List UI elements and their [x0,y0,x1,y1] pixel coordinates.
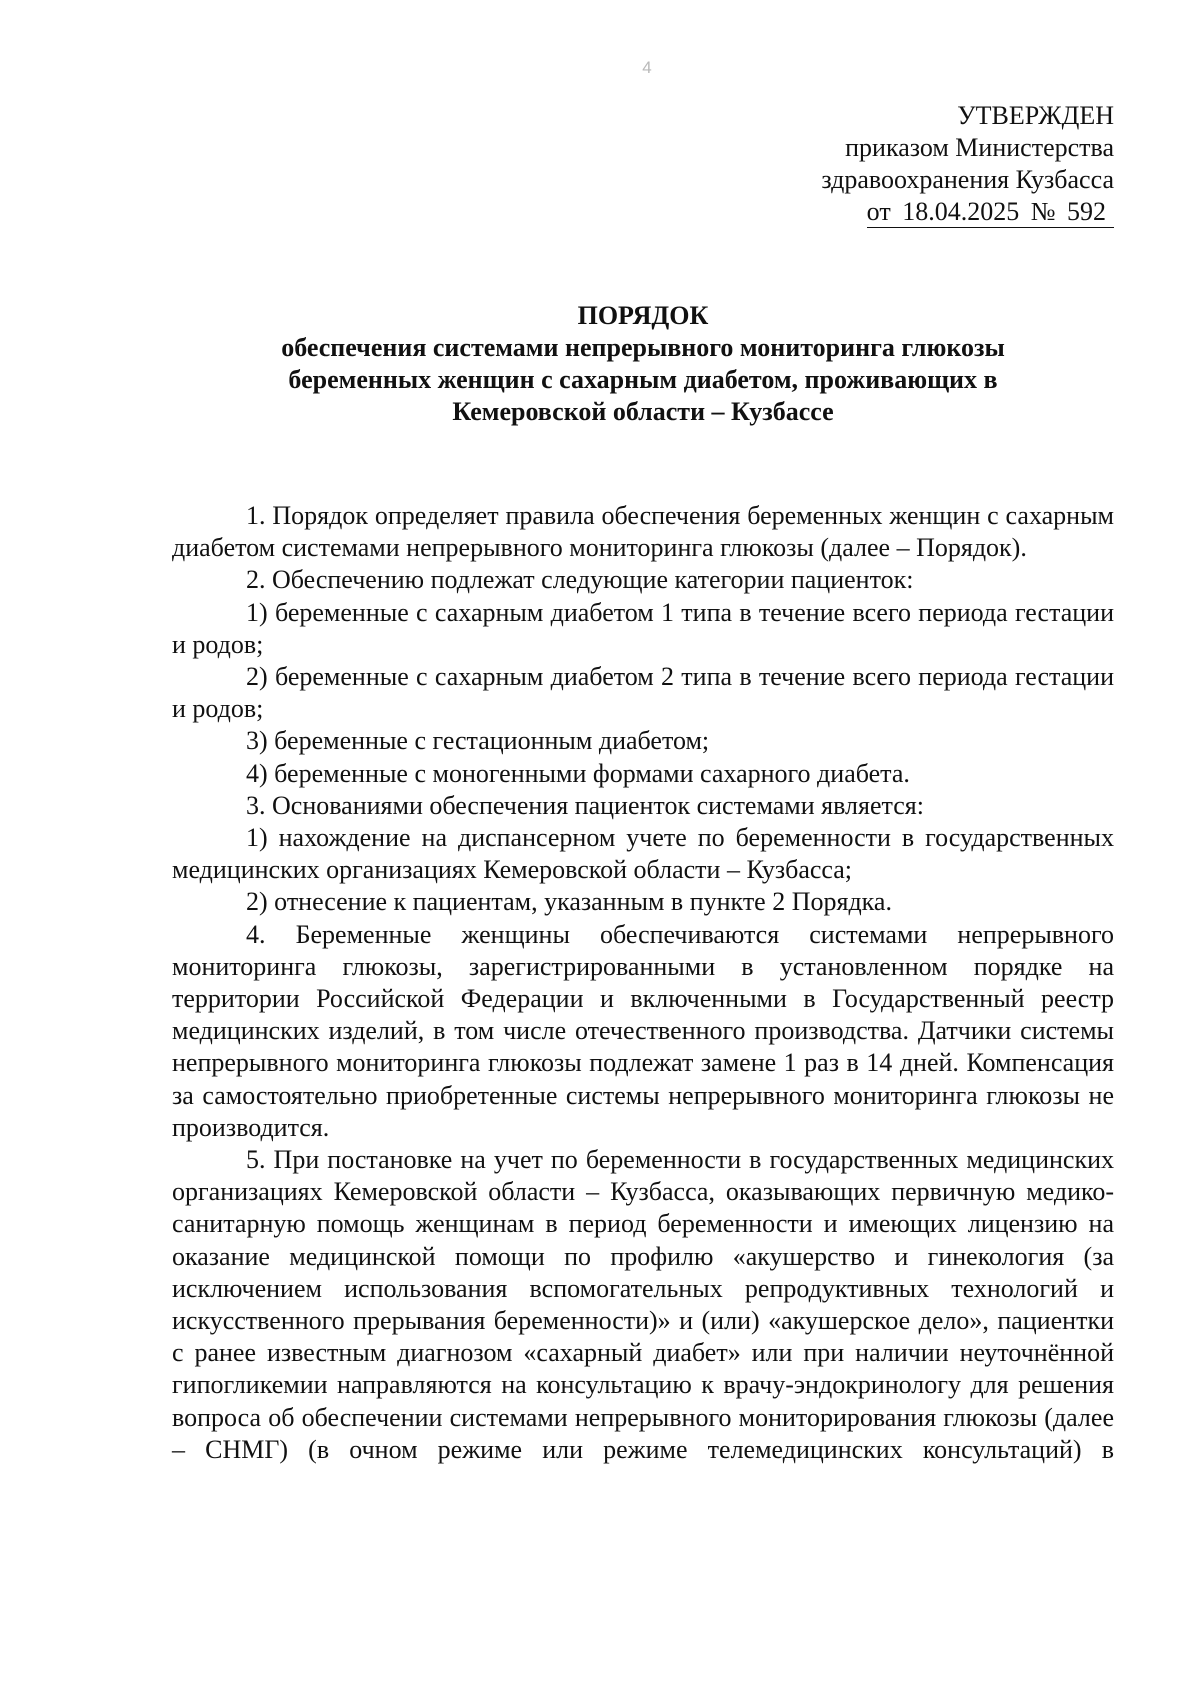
paragraph-4: 4. Беременные женщины обеспечиваются системами непрерывного мониторинга глюкозы, зарегистрированными в установленном порядке на территории Российской Федерации и включенными в Государственный реестр медицинских изделий, в том числе отечественного производства. Датчики системы непрерывного мониторинга глюкозы подлежат замене 1 раз в 14 дней. Компенсация за самостоятельно приобретенные системы непрерывного мониторинга глюкозы не производится. [172,919,1114,1142]
order-reference: от 18.04.2025 № 592 [867,197,1114,228]
approval-issuer-org: здравоохранения Кузбасса [821,165,1114,194]
document-subtitle-line-2: беременных женщин с сахарным диабетом, проживающих в [288,365,998,394]
document-subtitle-line-3: Кемеровской области – Кузбассе [452,397,834,426]
document-title: ПОРЯДОК [577,301,709,330]
paragraph-2-item-3: 3) беременные с гестационным диабетом; [246,726,710,756]
paragraph-3: 3. Основаниями обеспечения пациенток системами является: [246,790,924,820]
paragraph-3-item-1: 1) нахождение на диспансерном учете по беременности в государственных медицинских организациях Кемеровской области – Кузбасса; [172,823,1114,885]
paragraph-5: 5. При постановке на учет по беременности в государственных медицинских организациях Кемеровской области – Кузбасса, оказывающих первичную медико-санитарную помощь женщинам в период беременности и имеющих лицензию на оказание медицинской помощи по профилю «акушерство и гинекология (за исключением использования вспомогательных репродуктивных технологий и искусственного прерывания беременности)» и (или) «акушерское дело», пациентки с ранее известным диагнозом «сахарный диабет» или при наличии неуточнённой гипогликемии направляются на консультацию к врачу-эндокринологу для решения вопроса об обеспечении системами непрерывного мониторирования глюкозы (далее – СНМГ) (в очном режиме или режиме телемедицинских консультаций) в [172,1145,1114,1464]
paragraph-2-item-4: 4) беременные с моногенными формами сахарного диабета. [246,758,910,788]
paragraph-2-item-2: 2) беременные с сахарным диабетом 2 типа в течение всего периода гестации и родов; [172,662,1114,724]
approval-status: УТВЕРЖДЕН [957,101,1114,130]
paragraph-1: 1. Порядок определяет правила обеспечения беременных женщин с сахарным диабетом системами непрерывного мониторинга глюкозы (далее – Порядок). [172,501,1114,563]
approval-issuer: приказом Министерства [845,133,1114,162]
paragraph-2: 2. Обеспечению подлежат следующие категории пациенток: [246,565,914,595]
page-number: 4 [642,58,652,77]
document-body [172,500,1114,1466]
document-title-block [172,300,1114,428]
document-subtitle-line-1: обеспечения системами непрерывного мониторинга глюкозы [281,333,1005,362]
paragraph-2-item-1: 1) беременные с сахарным диабетом 1 типа в течение всего периода гестации и родов; [172,597,1114,659]
approval-stamp [594,100,1114,228]
paragraph-3-item-2: 2) отнесение к пациентам, указанным в пункте 2 Порядка. [246,887,892,917]
